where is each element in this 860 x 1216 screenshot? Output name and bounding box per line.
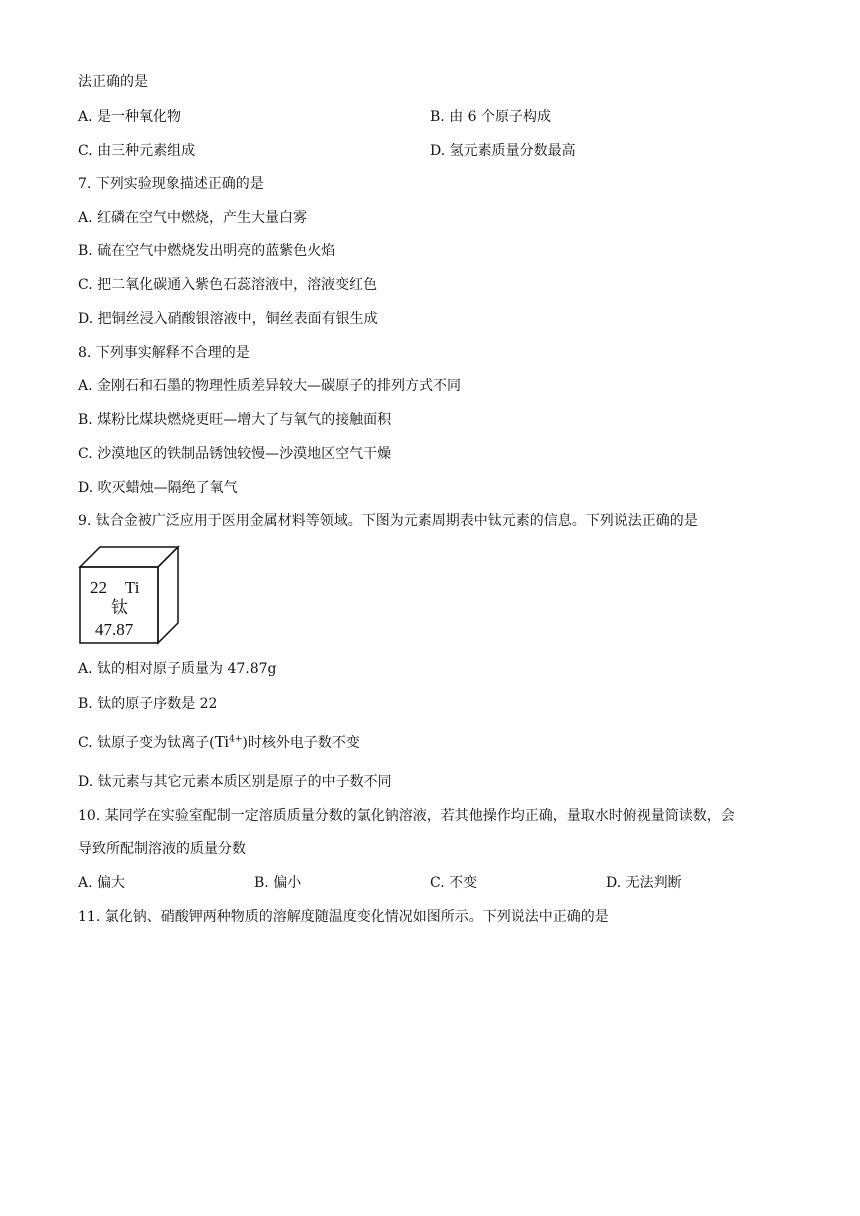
q9-option-d: D. 钛元素与其它元素本质区别是原子的中子数不同	[78, 774, 392, 790]
q9-option-b: B. 钛的原子序数是 22	[78, 696, 218, 712]
titanium-ion-symbol: Ti	[214, 732, 230, 751]
q9-stem: 9. 钛合金被广泛应用于医用金属材料等领域。下图为元素周期表中钛元素的信息。下列说法正确的是	[78, 513, 698, 529]
q8-option-d: D. 吹灭蜡烛—隔绝了氧气	[78, 480, 238, 496]
element-name: 钛	[111, 598, 128, 617]
q6-stem-tail: 法正确的是	[78, 74, 148, 90]
q11-stem: 11. 氯化钠、硝酸钾两种物质的溶解度随温度变化情况如图所示。下列说法中正确的是	[78, 909, 609, 925]
q10-option-c: C. 不变	[430, 875, 478, 891]
q6-option-b: B. 由 6 个原子构成	[430, 109, 551, 125]
q9-option-c	[78, 732, 360, 753]
element-symbol: Ti	[125, 578, 140, 597]
q9-option-c-text-1: C. 钛原子变为钛离子(	[78, 735, 215, 751]
q6-option-c: C. 由三种元素组成	[78, 143, 196, 159]
q9-option-a: A. 钛的相对原子质量为 47.87g	[78, 661, 277, 677]
q9-option-c-text-2: )时核外电子数不变	[242, 735, 360, 751]
atomic-number: 22	[90, 578, 107, 597]
q7-option-d: D. 把铜丝浸入硝酸银溶液中，铜丝表面有银生成	[78, 311, 378, 327]
q10-stem-line-2: 导致所配制溶液的质量分数	[78, 841, 246, 857]
q10-stem-line-1: 10. 某同学在实验室配制一定溶质质量分数的氯化钠溶液，若其他操作均正确，量取水时俯视量筒读数，会	[78, 808, 735, 824]
q6-option-d: D. 氢元素质量分数最高	[430, 143, 576, 159]
q10-option-b: B. 偏小	[254, 875, 302, 891]
q8-stem: 8. 下列事实解释不合理的是	[78, 345, 250, 361]
atomic-mass: 47.87	[95, 620, 134, 639]
titanium-element-tile	[78, 545, 180, 645]
q8-option-a: A. 金刚石和石墨的物理性质差异较大—碳原子的排列方式不同	[78, 378, 462, 394]
q6-option-a: A. 是一种氧化物	[78, 109, 182, 125]
q8-option-b: B. 煤粉比煤块燃烧更旺—增大了与氧气的接触面积	[78, 412, 392, 428]
q7-option-b: B. 硫在空气中燃烧发出明亮的蓝紫色火焰	[78, 243, 336, 259]
q10-option-a: A. 偏大	[78, 875, 126, 891]
q10-option-d: D. 无法判断	[606, 875, 682, 891]
q7-option-c: C. 把二氧化碳通入紫色石蕊溶液中，溶液变红色	[78, 277, 378, 293]
q7-option-a: A. 红磷在空气中燃烧，产生大量白雾	[78, 210, 308, 226]
q8-option-c: C. 沙漠地区的铁制品锈蚀较慢—沙漠地区空气干燥	[78, 446, 392, 462]
ion-charge: 4+	[229, 734, 243, 745]
q7-stem: 7. 下列实验现象描述正确的是	[78, 176, 264, 192]
